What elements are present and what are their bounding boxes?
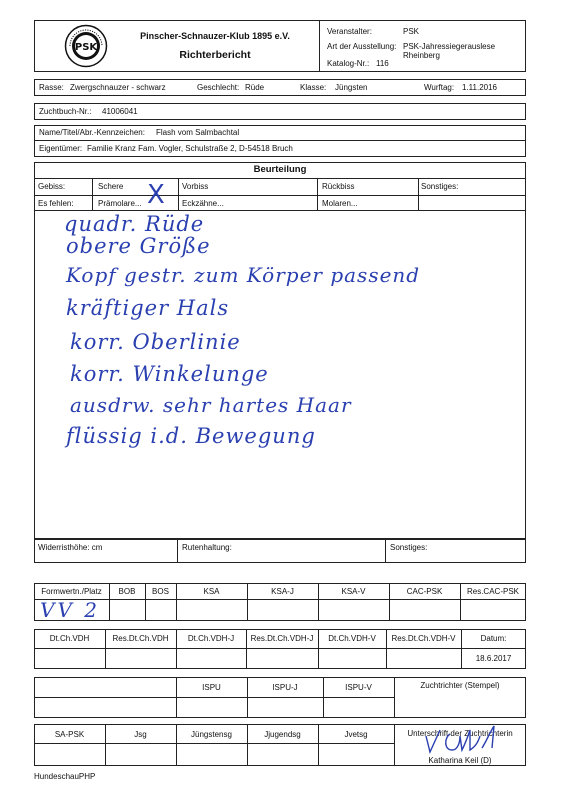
molars-label: Molaren...	[322, 199, 358, 208]
svg-text:PSK: PSK	[74, 42, 98, 53]
missing-label: Es fehlen:	[38, 199, 74, 208]
assessment-heading: Beurteilung	[253, 164, 307, 175]
handwritten-line-3: Kopf gestr. zum Körper passend	[66, 263, 421, 287]
canines-label: Eckzähne...	[182, 199, 224, 208]
titles-header-res-dt-ch-v: Res.Dt.Ch.VDH-V	[391, 634, 456, 643]
bottom-header-juengstensg: Jüngstensg	[191, 730, 232, 739]
organizer-value: PSK	[403, 27, 420, 36]
judge-name: Katharina Keil (D)	[428, 756, 492, 765]
titles-header-dt-ch-j: Dt.Ch.VDH-J	[187, 634, 235, 643]
dob-label: Wurftag:	[424, 83, 455, 92]
titles-header-res-dt-ch-j: Res.Dt.Ch.VDH-J	[250, 634, 314, 643]
catalog-value: 116	[376, 59, 389, 68]
bottom-header-sa-psk: SA-PSK	[54, 730, 85, 739]
titles-header-res-dt-ch: Res.Dt.Ch.VDH	[112, 634, 169, 643]
results-header-grade: Formwertn./Platz	[41, 587, 102, 596]
bottom-header-jsg: Jsg	[134, 730, 147, 739]
results-header-ksa-j: KSA-J	[271, 587, 294, 596]
show-type-value-2: Rheinberg	[403, 51, 440, 60]
titles-header-dt-ch-v: Dt.Ch.VDH-V	[328, 634, 376, 643]
handwritten-line-1: quadr. Rüde	[64, 212, 205, 236]
withers-height-label: Widerristhöhe: cm	[38, 543, 103, 552]
dob-value: 1.11.2016	[462, 83, 497, 92]
breed-label: Rasse:	[39, 83, 64, 92]
handwritten-line-7: ausdrw. sehr hartes Haar	[70, 393, 352, 417]
bottom-header-jjugendsg: Jjugendsg	[264, 730, 301, 739]
date-label: Datum:	[480, 634, 507, 643]
results-header-cac: CAC-PSK	[406, 587, 443, 596]
ispu-header: ISPU	[202, 683, 221, 692]
grade-value: VV 2	[40, 598, 100, 622]
class-label: Klasse:	[300, 83, 327, 92]
club-logo	[64, 24, 108, 68]
results-header-ksa: KSA	[203, 587, 220, 596]
results-header-ksa-v: KSA-V	[341, 587, 366, 596]
level-bite: Vorbiss	[182, 182, 209, 191]
date-value: 18.6.2017	[475, 654, 512, 663]
show-type-value-1: PSK-Jahressiegerauslese	[403, 42, 496, 51]
dog-name-value: Flash vom Salmbachtal	[156, 128, 240, 137]
studbook-value: 41006041	[102, 107, 138, 116]
owner-value: Familie Kranz Fam. Vogler, Schulstraße 2, D-54518 Bruch	[87, 144, 293, 153]
premolars-label: Prämolare...	[98, 199, 142, 208]
bite-label: Gebiss:	[38, 182, 66, 191]
sex-value: Rüde	[245, 83, 265, 92]
dog-name-label: Name/Titel/Abr.-Kennzeichen:	[39, 128, 145, 137]
class-value: Jüngsten	[335, 83, 368, 92]
scissor-check-mark: X	[147, 180, 166, 210]
handwritten-line-8: flüssig i.d. Bewegung	[66, 424, 316, 448]
results-header-res-cac: Res.CAC-PSK	[466, 587, 519, 596]
underbite: Rückbiss	[322, 182, 355, 191]
show-type-label: Art der Ausstellung:	[327, 42, 397, 51]
handwritten-line-4: kräftiger Hals	[66, 296, 230, 320]
studbook-label: Zuchtbuch-Nr.:	[39, 107, 92, 116]
judge-stamp-label: Zuchtrichter (Stempel)	[420, 681, 500, 690]
measurements-row	[34, 539, 526, 563]
handwritten-line-5: korr. Oberlinie	[70, 330, 241, 354]
signature-label: Unterschrift der Zuchtrichterin	[407, 729, 513, 738]
organizer-label: Veranstalter:	[327, 27, 372, 36]
owner-label: Eigentümer:	[39, 144, 83, 153]
breed-value: Zwergschnauzer - schwarz	[70, 83, 166, 92]
results-header-bob: BOB	[118, 587, 136, 596]
ispu-j-header: ISPU-J	[272, 683, 298, 692]
scissor-bite: Schere	[98, 182, 124, 191]
titles-header-dt-ch: Dt.Ch.VDH	[49, 634, 90, 643]
bite-other: Sonstiges:	[421, 182, 459, 191]
bottom-header-jvetsg: Jvetsg	[344, 730, 368, 739]
club-name: Pinscher-Schnauzer-Klub 1895 e.V.	[140, 31, 290, 41]
judge-signature	[420, 722, 510, 758]
handwritten-line-6: korr. Winkelunge	[70, 362, 269, 386]
results-header-bos: BOS	[152, 587, 169, 596]
measurements-other-label: Sonstiges:	[390, 543, 428, 552]
handwritten-line-2: obere Größe	[66, 234, 211, 258]
report-title: Richterbericht	[179, 49, 251, 61]
sex-label: Geschlecht:	[197, 83, 240, 92]
tail-carriage-label: Rutenhaltung:	[182, 543, 232, 552]
ispu-v-header: ISPU-V	[345, 683, 372, 692]
catalog-label: Katalog-Nr.:	[327, 59, 370, 68]
footer-credit: HundeschauPHP	[34, 772, 96, 781]
